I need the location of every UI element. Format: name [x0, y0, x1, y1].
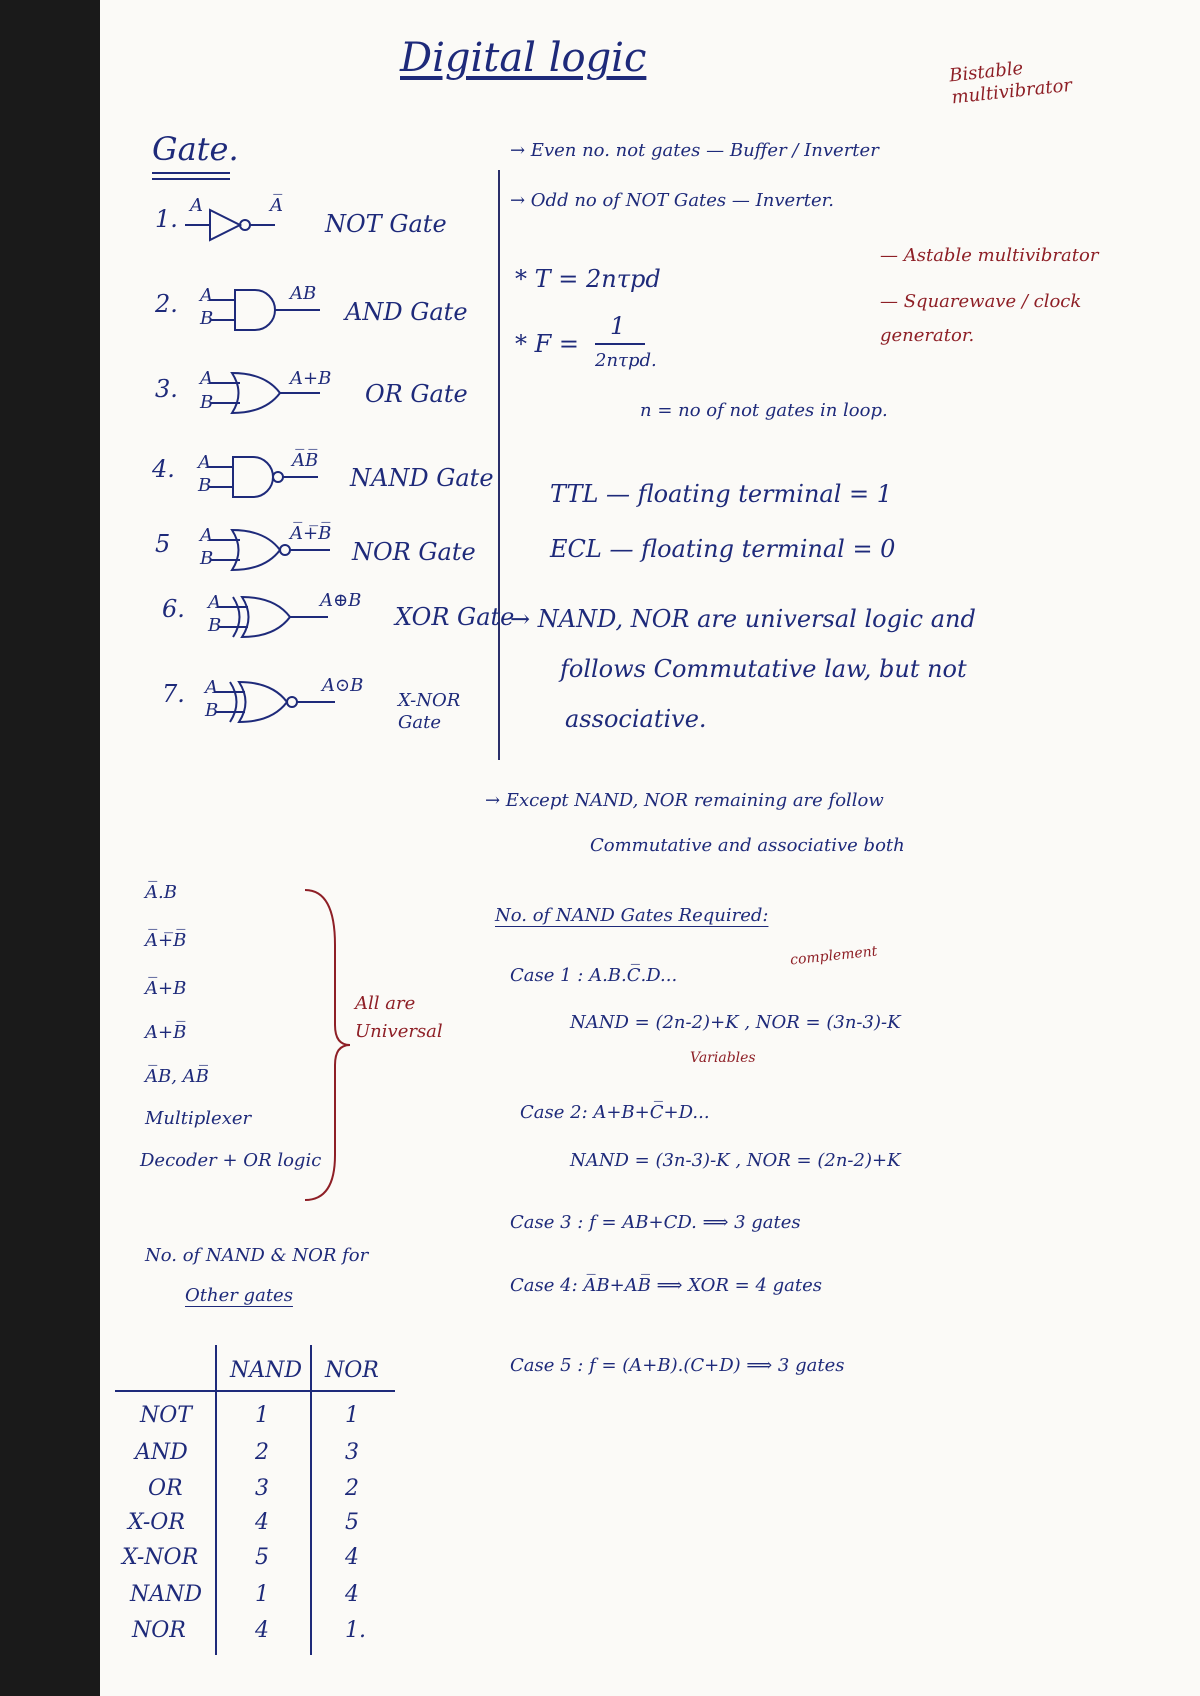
universal-item: A̅+B [145, 978, 187, 999]
xor-gate-icon [218, 592, 328, 642]
gate-name: NOR Gate [352, 538, 476, 566]
gate-output: AB [290, 283, 317, 304]
case-2-formula: NAND = (3n-3)-K , NOR = (2n-2)+K [570, 1150, 901, 1171]
table-cell: 4 [345, 1582, 359, 1607]
xnor-gate-icon [215, 677, 335, 727]
except-line-1: → Except NAND, NOR remaining are follow [485, 790, 884, 811]
table-cell: OR [148, 1476, 183, 1501]
variables-note: Variables [690, 1050, 756, 1066]
table-header: NOR [325, 1358, 379, 1383]
even-not-gates-line: → Even no. not gates — Buffer / Inverter [510, 140, 879, 161]
universal-item: A+B̅ [145, 1022, 187, 1043]
gate-name: OR Gate [365, 380, 468, 408]
case-5: Case 5 : f = (A+B).(C+D) ⟹ 3 gates [510, 1355, 845, 1376]
gate-name: XOR Gate [395, 603, 515, 631]
notebook-page [100, 0, 1200, 1696]
page-title: Digital logic [400, 35, 647, 81]
gate-input: A [200, 368, 213, 389]
case-1: Case 1 : A.B.C̅.D... [510, 965, 678, 986]
ttl-line: TTL — floating terminal = 1 [550, 480, 893, 508]
table-cell: 5 [255, 1545, 269, 1570]
bistable-note: Bistable multivibrator [948, 57, 1073, 109]
table-cell: 1 [345, 1403, 359, 1428]
table-cell: 3 [255, 1476, 269, 1501]
gate-input: B [200, 308, 214, 329]
table-header: NAND [230, 1358, 303, 1383]
table-col-rule [310, 1345, 312, 1655]
gate-input: A [200, 525, 213, 546]
gate-input: A [198, 452, 211, 473]
except-line-2: Commutative and associative both [590, 835, 905, 856]
gate-output: A̅B̅ [292, 450, 319, 471]
table-cell: 1 [255, 1582, 269, 1607]
gate-input: B [198, 475, 212, 496]
gate-name: NAND Gate [350, 464, 494, 492]
gate-output: A̅+̅B̅ [290, 523, 332, 544]
gate-output: A̅ [270, 195, 283, 216]
table-col-rule [215, 1345, 217, 1655]
nand-nor-line-2: follows Commutative law, but not [560, 655, 967, 683]
gates-heading: Gate. [152, 130, 239, 168]
formula-f-label: * F = [515, 330, 580, 358]
formula-t: * T = 2nτpd [515, 265, 661, 293]
formula-f-numerator: 1 [610, 312, 626, 340]
gate-number: 6. [162, 595, 185, 623]
complement-note: complement [789, 943, 879, 969]
gate-output: A⊙B [322, 675, 364, 696]
formula-f-denominator: 2nτpd. [595, 350, 657, 371]
case-4: Case 4: A̅B+AB̅ ⟹ XOR = 4 gates [510, 1275, 823, 1296]
table-cell: 2 [345, 1476, 359, 1501]
ecl-line: ECL — floating terminal = 0 [550, 535, 896, 563]
nand-nor-line-3: associative. [565, 705, 707, 733]
gate-input: A [205, 677, 218, 698]
table-cell: NOR [132, 1618, 186, 1643]
table-cell: 4 [255, 1510, 269, 1535]
gate-number: 4. [152, 455, 175, 483]
table-cell: 3 [345, 1440, 359, 1465]
table-cell: 1 [255, 1403, 269, 1428]
gate-name: NOT Gate [325, 210, 447, 238]
universal-item: Decoder + OR logic [140, 1150, 322, 1171]
gate-input: B [200, 548, 214, 569]
table-cell: 5 [345, 1510, 359, 1535]
universal-item: A̅.B [145, 882, 177, 903]
gate-input: B [208, 615, 222, 636]
gate-number: 1. [155, 205, 178, 233]
table-cell: X-OR [128, 1510, 185, 1535]
table-cell: 1. [345, 1618, 366, 1643]
gate-number: 7. [162, 680, 185, 708]
case-2: Case 2: A+B+C̅+D... [520, 1102, 710, 1123]
table-cell: AND [135, 1440, 188, 1465]
gate-output: A+B [290, 368, 332, 389]
gate-input: B [205, 700, 219, 721]
required-heading: No. of NAND Gates Required: [495, 905, 769, 926]
heading-underline [152, 172, 230, 174]
fraction-bar [595, 343, 645, 345]
case-1-formula: NAND = (2n-2)+K , NOR = (3n-3)-K [570, 1012, 901, 1033]
nand-nor-line-1: → NAND, NOR are universal logic and [510, 605, 976, 633]
astable-note: — Astable multivibrator [880, 245, 1099, 266]
squarewave-note: — Squarewave / clock generator. [880, 291, 1082, 346]
table-cell: X-NOR [122, 1545, 199, 1570]
universal-note: All are Universal [355, 993, 443, 1042]
table-title: No. of NAND & NOR for [145, 1245, 369, 1266]
gate-number: 2. [155, 290, 178, 318]
gate-input: B [200, 392, 214, 413]
column-divider [498, 170, 500, 760]
gate-name: X-NOR Gate [398, 690, 461, 733]
table-cell: 2 [255, 1440, 269, 1465]
universal-item: A̅B, AB̅ [145, 1066, 209, 1087]
gate-output: A⊕B [320, 590, 362, 611]
curly-brace-icon [295, 885, 355, 1205]
gate-input: A [190, 195, 203, 216]
universal-item: A̅+̅B̅ [145, 930, 187, 951]
loop-note: n = no of not gates in loop. [640, 400, 888, 421]
gate-name: AND Gate [345, 298, 468, 326]
heading-underline-2 [152, 178, 230, 180]
table-title-2: Other gates [185, 1285, 293, 1306]
table-cell: 4 [345, 1545, 359, 1570]
gate-input: A [208, 592, 221, 613]
table-cell: 4 [255, 1618, 269, 1643]
gate-number: 5 [155, 530, 171, 558]
table-cell: NOT [140, 1403, 192, 1428]
case-3: Case 3 : f = AB+CD. ⟹ 3 gates [510, 1212, 801, 1233]
table-header-rule [115, 1390, 395, 1392]
not-gate-icon [185, 205, 275, 245]
gate-input: A [200, 285, 213, 306]
gate-number: 3. [155, 375, 178, 403]
odd-not-gates-line: → Odd no of NOT Gates — Inverter. [510, 190, 834, 211]
universal-item: Multiplexer [145, 1108, 252, 1129]
table-cell: NAND [130, 1582, 203, 1607]
